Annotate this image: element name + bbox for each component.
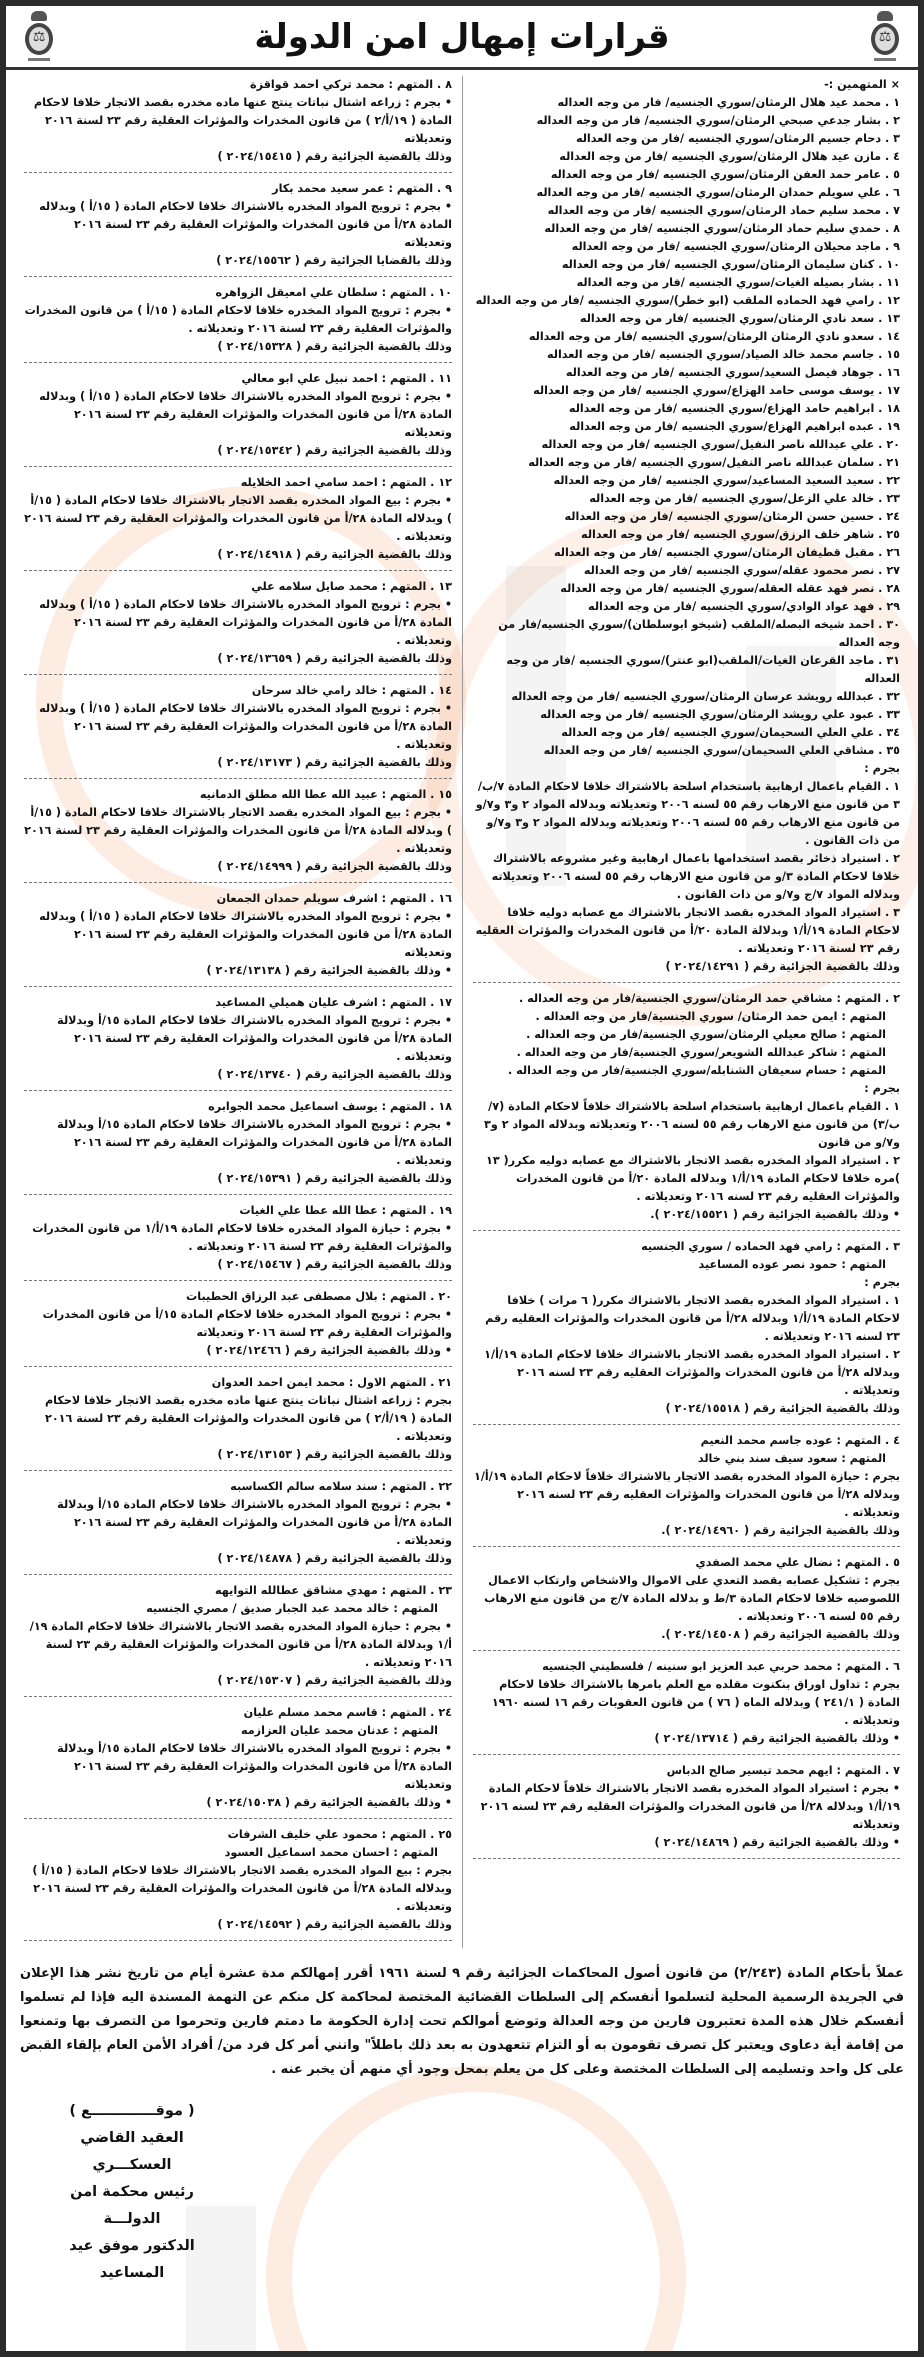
defendant-section	[24, 180, 452, 270]
case-number: وذلك بالقضايا الجزائية رقم ( ٢٠٢٤/١٥٥٦٢ )	[216, 254, 452, 267]
notice-footer	[6, 1948, 918, 2287]
defendant-section	[24, 890, 452, 980]
dashed-divider	[473, 1650, 900, 1651]
dashed-divider	[24, 882, 452, 883]
signature-signed: ( موقـــــــــــــع )	[69, 2103, 195, 2119]
defendant-name: ٢٢ . المتهم : سند سلامه سالم الكساسبه	[230, 1480, 452, 1493]
defendant-name: ٢٥ . المتهم : محمود علي خليف الشرفات	[227, 1828, 452, 1841]
defendant-name: المتهم : شاكر عبدالله الشويعر/سوري الجنسية/فار من وجه العداله .	[516, 1046, 886, 1059]
defendant-name: ١٠ . المتهم : سلطان علي امعيقل الزواهره	[215, 286, 452, 299]
dashed-divider	[24, 1940, 452, 1941]
dashed-divider	[24, 986, 452, 987]
charge-text: • بجرم : بيع المواد المخدره بقصد الاتجار بالاشتراك خلافا لاحكام المادة ( ١٥/أ ) وبدلاله المادة ٢٨/أ من قانون المخدرات والمؤثرات العقلية رقم ٢٣ لسنة ٢٠١٦ وتعديلاته .	[24, 494, 452, 543]
case-number: وذلك بالقضية الجزائية رقم ( ٢٠٢٤/١٣٦٥٩ )	[217, 652, 452, 665]
charge-text: • بجرم : ترويج المواد المخدره خلافا لاحكام المادة ١٥/أ من قانون المخدرات والمؤثرات العقلية رقم ٢٣ لسنة ٢٠١٦ وتعديلاته	[42, 1308, 452, 1339]
defendant-list-item: ٣٣ . عبود علي رويشد الرمثان/سوري الجنسيه /فار من وجه العداله	[540, 708, 900, 721]
defendants-list	[473, 94, 900, 760]
defendant-section	[24, 474, 452, 564]
dashed-divider	[24, 570, 452, 571]
defendant-list-item: ١٧ . يوسف موسى حامد الهزاع/سوري الجنسيه /فار من وجه العداله	[533, 384, 900, 397]
defendant-name: ٩ . المتهم : عمر سعيد محمد بكار	[272, 182, 452, 195]
defendants-intro: × المتهمين :-	[824, 78, 900, 91]
defendant-name: المتهم : ايمن حمد الرمثان/ سوري الجنسية/فار من وجه العداله .	[535, 1010, 886, 1023]
defendant-list-item: ٣ . دحام جسيم الرمثان/سوري الجنسيه /فار من وجه العداله	[575, 132, 900, 145]
defendant-section	[473, 1658, 900, 1748]
defendant-name: ١٦ . المتهم : اشرف سويلم حمدان الجمعان	[216, 892, 452, 905]
charge-text: • بجرم : ترويج المواد المخدره بالاشتراك خلافا لاحكام المادة ( ١٥/أ ) وبدلاله المادة ٢٨/أ من قانون المخدرات والمؤثرات العقلية رقم ٢٣ لسنة ٢٠١٦ وتعديلاته .	[39, 702, 452, 751]
defendant-name: ٢٠ . المتهم : بلال مصطفى عبد الرزاق الحطيبات	[186, 1290, 452, 1303]
defendant-name: ٣ . المتهم : رامي فهد الحماده / سوري الجنسيه	[641, 1240, 900, 1253]
dashed-divider	[24, 362, 452, 363]
charges-label: بجرم :	[864, 1276, 900, 1289]
case-number: وذلك بالقضية الجزائية رقم ( ٢٠٢٤/١٤٨٧٨ )	[217, 1552, 452, 1565]
defendant-section	[24, 1202, 452, 1274]
defendant-section	[473, 1554, 900, 1644]
charges-label: بجرم :	[864, 1082, 900, 1095]
charge-text: ١ . استيراد المواد المخدره بقصد الاتجار بالاشتراك مكرر( ٦ مرات ) خلافا لاحكام المادة ١٩/أ/١ وبدلاله ٢٨/أ من قانون المخدرات والمؤثرات العقليه رقم ٢٣ لسنه ٢٠١٦ وتعديلاته .	[485, 1294, 900, 1343]
defendant-name: ١٤ . المتهم : خالد رامي خالد سرحان	[251, 684, 452, 697]
case-number: وذلك بالقضية الجزائية رقم ( ٢٠٢٤/١٤٩١٨ )	[217, 548, 452, 561]
defendant-list-item: ١٩ . عبده ابراهيم الهزاع/سوري الجنسيه /فار من وجه العداله	[569, 420, 900, 433]
defendant-list-item: ٢٣ . خالد علي الزعل/سوري الجنسيه /فار من وجه العداله	[589, 492, 900, 505]
case-number: وذلك بالقضية الجزائية رقم ( ٢٠٢٤/١٥٣٢٨ )	[217, 340, 452, 353]
charge-text: • بجرم : ترويج المواد المخدره بالاشتراك خلافا لاحكام المادة ( ١٥/أ ) وبدلاله المادة ٢٨/أ من قانون المخدرات والمؤثرات العقلية رقم ٢٣ لسنة ٢٠١٦ وتعديلاته	[39, 200, 452, 249]
page-title: قرارات إمهال امن الدولة	[254, 16, 670, 57]
dashed-divider	[24, 674, 452, 675]
defendant-name: ١٢ . المتهم : احمد سامي احمد الخلايله	[240, 476, 452, 489]
defendant-section	[24, 994, 452, 1084]
defendant-list-item: ١١ . بشار بصيله الغيات/سوري الجنسيه /فار من وجه العداله	[576, 276, 900, 289]
dashed-divider	[24, 778, 452, 779]
signature-name: الدكتور موفق عيد المساعيد	[69, 2238, 195, 2281]
case-number: وذلك بالقضية الجزائية رقم ( ٢٠٢٤/١٣١٧٣ )	[217, 756, 452, 769]
case-number: • وذلك بالقضية الجزائية رقم ( ٢٠٢٤/١٣١٣٨ )	[206, 964, 452, 977]
charge-text: ٢ . استيراد المواد المخدره بقصد الاتجار بالاشتراك مع عصابه دوليه مكرر( ١٣ )مره خلافا لاحكام المادة ١٩/أ/١ وبدلاله المادة ٢٠/أ من قانون المخدرات والمؤثرات العقليه رقم ٢٣ لسنه ٢٠١٦ وتعديلاته .	[485, 1154, 900, 1203]
defendant-list-item: ٢٧ . نصر محمود عقله/سوري الجنسيه /فار من وجه العداله	[583, 564, 900, 577]
defendant-name: ٢٣ . المتهم : مهدي مشاقق عطالله التوايهه	[215, 1584, 452, 1597]
charge-text: ٢ . استيراد ذخائر بقصد استخدامها باعمال ارهابية وغير مشروعه بالاشتراك خلافا لاحكام المادة ٣/و من قانون منع الارهاب رقم ٥٥ لسنه ٢٠٠٦ وتعديلاته وبدلاله المواد ٧/ج و٧/و من ذات القانون .	[491, 852, 900, 901]
court-emblem-icon	[24, 11, 54, 63]
notice-text: عملاً بأحكام المادة (٢/٢٤٣) من قانون أصول المحاكمات الجزائية رقم ٩ لسنة ١٩٦١ أقرر إمهالكم مدة عشرة أيام من تاريخ نشر هذا الإعلان في الجريدة الرسمية المحلية لتسلموا أنفسكم إلى السلطات القضائية المختصة لمحاكمة كل منكم عن التهمة المسندة اليه فإذا لم تسلموا أنفسكم خلال هذه المدة تعتبرون فارين من وجه العدالة وتوضع أموالكم تحت إدارة الحكومة ما دمتم فارين وتحرموا من التصرف بها وتمنعوا من إقامة أية دعاوى ويعتبر كل تصرف تقومون به أو التزام تتعهدون به بعد ذلك باطلاً" وانني أمر كل فرد من/ أفراد الأمن العام بإلقاء القبض على كل واحد وتسليمه إلى السلطات المختصة وعلى كل من يعلم بمحل وجود أي منهم أن يخبر عنه .	[20, 1966, 904, 2077]
charge-text: بجرم : تداول اوراق بنكنوت مقلده مع العلم بامرها بالاشتراك خلافا لاحكام المادة ( ٢٤١/١ ) وبدلاله الماه ( ٧٦ ) من قانون العقوبات رقم ١٦ لسنه ١٩٦٠ وتعديلاته .	[491, 1678, 900, 1727]
charge-text: • بجرم : حيازة المواد المخدره خلافا لاحكام المادة ١٩/أ/١ من قانون المخدرات والمؤثرات العقلية رقم ٢٣ لسنة ٢٠١٦ وتعديلاته .	[32, 1222, 452, 1253]
defendant-name: ٧ . المتهم : ايهم محمد تيسير صالح الدباس	[666, 1764, 900, 1777]
defendant-name: المتهم : سعود سيف سند بني خالد	[697, 1452, 886, 1465]
dashed-divider	[24, 466, 452, 467]
defendant-section	[473, 1238, 900, 1418]
signature-block	[42, 2098, 222, 2287]
case-number: وذلك بالقضية الجزائية رقم ( ٢٠٢٤/١٣١٥٣ )	[217, 1448, 452, 1461]
defendant-list-item: ١ . محمد عيد هلال الرمثان/سوري الجنسيه/ فار من وجه العداله	[557, 96, 900, 109]
defendant-section	[24, 578, 452, 668]
defendant-section	[24, 786, 452, 876]
charge-text: • بجرم : ترويج المواد المخدره بالاشتراك خلافا لاحكام المادة ١٥/أ وبدلالة المادة ٢٨/أ من قانون المخدرات والمؤثرات العقلية رقم ٢٣ لسنة ٢٠١٦ وتعديلاته	[57, 1742, 452, 1791]
defendant-section	[473, 1762, 900, 1852]
page-header	[6, 6, 918, 70]
defendant-list-item: ٢٩ . فهد عواد الوادي/سوري الجنسيه /فار من وجه العداله	[588, 600, 900, 613]
defendant-section	[24, 1826, 452, 1934]
defendant-list-item: ١٢ . رامي فهد الحماده الملقب (ابو خطر)/سوري الجنسيه /فار من وجه العداله	[475, 294, 900, 307]
defendant-name: المتهم : خالد محمد عبد الجبار صديق / مصري الجنسيه	[146, 1602, 438, 1615]
defendant-list-item: ١٨ . ابراهيم حامد الهزاع/سوري الجنسيه /فار من وجه العداله	[568, 402, 900, 415]
dashed-divider	[473, 1858, 900, 1859]
charges-label: بجرم :	[864, 762, 900, 775]
charge-text: ١ . القيام باعمال ارهابية باستخدام اسلحة بالاشتراك خلافاً لاحكام المادة (٧/ب/٣) من قانون منع الارهاب رقم ٥٥ لسنه ٢٠٠٦ وتعديلاته وبدلاله المواد ٢ و٣ و٧/و من قانون	[484, 1100, 900, 1149]
case-number: وذلك بالقضية الجزائية رقم ( ٢٠٢٤/١٥٣٩١ )	[217, 1172, 452, 1185]
defendant-list-item: ٣١ . ماجد القرعان الغيات/الملقب(ابو عنتر)/سوري الجنسيه /فار من وجه العداله	[506, 654, 900, 685]
dashed-divider	[24, 1280, 452, 1281]
defendant-name: ٢١ . المتهم الاول : محمد ايمن احمد العدوان	[211, 1376, 452, 1389]
defendant-list-item: ١٣ . سعد نادي الرمثان/سوري الجنسيه /فار من وجه العداله	[579, 312, 900, 325]
defendant-section	[24, 1582, 452, 1690]
charge-text: بجرم : زراعه اشتال نباتات ينتج عنها ماده مخدره بقصد الاتجار خلافا لاحكام المادة ( ١٩/أ/٢ ) من قانون المخدرات والمؤثرات العقلية رقم ٢٣ لسنة ٢٠١٦ وتعديلاته .	[44, 1394, 452, 1443]
signature-rank: العقيد القاضي العسكـــري	[80, 2130, 184, 2173]
defendant-list-item: ٢٤ . حسين حسن الرمثان/سوري الجنسيه /فار من وجه العداله	[564, 510, 900, 523]
defendant-list-item: ٤ . مازن عيد هلال الرمثان/سوري الجنسيه /فار من وجه العداله	[559, 150, 900, 163]
case-number: وذلك بالقضية الجزائية رقم ( ٢٠٢٤/١٤٥٩٢ )	[217, 1918, 452, 1931]
defendant-list-item: ٢٦ . مقبل قطيفان الرمثان/سوري الجنسيه /فار من وجه العداله	[553, 546, 900, 559]
defendant-list-item: ٢٠ . علي عبدالله ناصر النفيل/سوري الجنسيه /فار من وجه العداله	[541, 438, 900, 451]
defendant-list-item: ٣٤ . علي العلي السحيمان/سوري الجنسيه /فار من وجه العداله	[561, 726, 900, 739]
dashed-divider	[24, 1194, 452, 1195]
defendant-name: ١٥ . المتهم : عبيد الله عطا الله مطلق الدمانيه	[199, 788, 452, 801]
case-number: وذلك بالقضية الجزائية رقم ( ٢٠٢٤/١٥٤٦٧ )	[217, 1258, 452, 1271]
case-number: وذلك بالقضية الجزائية رقم ( ٢٠٢٤/١٤٩٦٠ ).	[661, 1524, 900, 1537]
case-number: وذلك بالقضية الجزائية رقم ( ٢٠٢٤/١٥٥١٨ )	[665, 1402, 900, 1415]
dashed-divider	[473, 1230, 900, 1231]
case-number: • وذلك بالقضية الجزائية رقم ( ٢٠٢٤/١٤٨٦٩ )	[654, 1836, 900, 1849]
defendant-list-item: ١٦ . جوهاد فيصل السعيد/سوري الجنسيه /فار من وجه العداله	[565, 366, 900, 379]
defendant-name: ٨ . المتهم : محمد تركي احمد قواقزة	[250, 78, 452, 91]
defendant-list-item: ١٠ . كنان سليمان الرمثان/سوري الجنسيه /فار من وجه العداله	[561, 258, 900, 271]
dashed-divider	[24, 172, 452, 173]
defendant-section	[24, 76, 452, 166]
defendant-name: ٢٤ . المتهم : قاسم محمد مسلم عليان	[243, 1706, 452, 1719]
charges-list	[473, 778, 900, 958]
dashed-divider	[473, 982, 900, 983]
charge-text: • بجرم : ترويج المواد المخدره خلافا لاحكام المادة ( ١٥/أ ) من قانون المخدرات والمؤثرات العقلية رقم ٢٣ لسنة ٢٠١٦ وتعديلاته .	[24, 304, 452, 335]
charge-text: • بجرم : زراعه اشتال نباتات ينتج عنها ماده مخدره بقصد الاتجار خلافا لاحكام المادة ( ١٩/أ/٢ ) من قانون المخدرات والمؤثرات العقلية رقم ٢٣ لسنة ٢٠١٦ وتعديلاته	[33, 96, 452, 145]
defendant-list-item: ٢٥ . شاهر خلف الرزق/سوري الجنسيه /فار من وجه العداله	[581, 528, 900, 541]
defendant-name: ٢ . المتهم : مشاقي حمد الرمثان/سوري الجنسية/فار من وجه العداله .	[518, 992, 900, 1005]
defendant-list-item: ٢٢ . سعيد السعيد المساعيد/سوري الجنسيه /فار من وجه العداله	[553, 474, 900, 487]
charge-text: • بجرم : استيراد المواد المخدره بقصد الاتجار بالاشتراك خلافاً لاحكام المادة ١٩/أ/١ وبدلاله ٢٨/أ من قانون المخدرات والمؤثرات العقليه رقم ٢٣ لسنه ٢٠١٦ وتعديلاته	[480, 1782, 900, 1831]
defendant-name: المتهم : عدنان محمد عليان العزازمه	[240, 1724, 438, 1737]
dashed-divider	[24, 1090, 452, 1091]
defendant-name: ٦ . المتهم : محمد حربي عبد العزيز ابو سنينه / فلسطيني الجنسيه	[542, 1660, 900, 1673]
defendant-name: ٥ . المتهم : نضال علي محمد الصفدي	[695, 1556, 900, 1569]
defendant-name: المتهم : صالح معيلي الرمثان/سوري الجنسية/فار من وجه العداله .	[526, 1028, 886, 1041]
case-number: • وذلك بالقضية الجزائية رقم ( ٢٠٢٤/١٥٥٢١ ).	[650, 1208, 900, 1221]
charge-text: بجرم : حيازة المواد المخدره بقصد الاتجار بالاشتراك خلافاً لاحكام المادة ١٩/أ/١ وبدلاله ٢٨/أ من قانون المخدرات والمؤثرات العقليه رقم ٢٣ لسنه ٢٠١٦ وتعديلاته .	[473, 1470, 900, 1519]
defendant-section	[24, 1478, 452, 1568]
charge-text: بجرم : تشكيل عصابه بقصد التعدي على الاموال والاشخاص وارتكاب الاعمال اللصوصيه خلافا لاحكام المادة ٣/ط و بدلاله المادة ٧/ج من قانون منع الارهاب رقم ٥٥ لسنه ٢٠٠٦ وتعديلاته .	[484, 1574, 900, 1623]
signature-position: رئيس محكمة امن الدولـــة	[70, 2184, 194, 2227]
defendant-section	[24, 1288, 452, 1360]
defendant-list-item: ٣٢ . عبدالله رويشد عرسان الرمثان/سوري الجنسيه /فار من وجه العداله	[511, 690, 900, 703]
defendant-list-item: ٥ . عامر حمد العفن الرمثان/سوري الجنسيه /فار من وجه العداله	[550, 168, 900, 181]
charge-text: • بجرم : ترويج المواد المخدره بالاشتراك خلافا لاحكام المادة ( ١٥/أ ) وبدلاله المادة ٢٨/أ من قانون المخدرات والمؤثرات العقلية رقم ٢٣ لسنة ٢٠١٦ وتعديلاته	[39, 910, 452, 959]
defendant-list-item: ٦ . علي سويلم حمدان الرمثان/سوري الجنسيه /فار من وجه العداله	[536, 186, 900, 199]
dashed-divider	[24, 1696, 452, 1697]
case-number: وذلك بالقضية الجزائية رقم ( ٢٠٢٤/١٥٤١٥ )	[217, 150, 452, 163]
case-number: • وذلك بالقضية الجزائية رقم ( ٢٠٢٤/١٢٤٦٦ )	[206, 1344, 452, 1357]
defendant-section	[24, 370, 452, 460]
right-sections	[473, 990, 900, 1859]
case-number: وذلك بالقضية الجزائية رقم ( ٢٠٢٤/١٥٣٠٧ )	[217, 1674, 452, 1687]
defendant-section	[24, 1704, 452, 1812]
case-number: وذلك بالقضية الجزائية رقم ( ٢٠٢٤/١٤٢٩١ )	[665, 960, 900, 973]
defendant-list-item: ٢٨ . نصر فهد عقله العقله/سوري الجنسيه /فار من وجه العداله	[560, 582, 900, 595]
content-columns	[6, 70, 918, 1948]
defendant-name: ١٧ . المتهم : اشرف عليان هميلي المساعيد	[215, 996, 452, 1009]
defendant-name: ١١ . المتهم : احمد نبيل علي ابو معالي	[241, 372, 452, 385]
dashed-divider	[473, 1424, 900, 1425]
case-number: • وذلك بالقضية الجزائية رقم ( ٢٠٢٤/١٥٠٣٨ )	[206, 1796, 452, 1809]
charge-text: • بجرم : ترويج المواد المخدره بالاشتراك خلافا لاحكام المادة ١٥/أ وبدلالة المادة ٢٨/أ من قانون المخدرات والمؤثرات العقلية رقم ٢٣ لسنة ٢٠١٦ وتعديلاته .	[57, 1498, 452, 1547]
dashed-divider	[24, 276, 452, 277]
defendant-name: ١٨ . المتهم : يوسف اسماعيل محمد الجوابره	[208, 1100, 452, 1113]
defendant-name: ١٣ . المتهم : محمد صايل سلامه علي	[251, 580, 452, 593]
case-number: وذلك بالقضية الجزائية رقم ( ٢٠٢٤/١٤٩٩٩ )	[217, 860, 452, 873]
dashed-divider	[473, 1546, 900, 1547]
defendant-section	[473, 1432, 900, 1540]
defendant-section	[24, 1098, 452, 1188]
defendant-list-item: ٢١ . سلمان عبدالله ناصر النفيل/سوري الجنسيه /فار من وجه العداله	[528, 456, 900, 469]
defendant-list-item: ٧ . محمد سليم حماد الرمثان/سوري الجنسيه /فار من وجه العداله	[547, 204, 900, 217]
dashed-divider	[24, 1366, 452, 1367]
charge-text: ١ . القيام باعمال ارهابية باستخدام اسلحة بالاشتراك خلافا لاحكام المادة ٧/ب/٣ من قانون منع الارهاب رقم ٥٥ لسنه ٢٠٠٦ وتعديلاته وبدلاله المواد ٢ و٣ و٧/و من قانون منع الارهاب رقم ٥٥ لسنه ٢٠٠٦ وتعديلاته وبدلاله المواد ٢ و٣ و٧/و من ذات القانون .	[475, 780, 900, 847]
defendant-name: المتهم : حسام سعيفان الشنابله/سوري الجنسية/فار من وجه العداله .	[508, 1064, 886, 1077]
left-column	[18, 76, 462, 1948]
defendant-list-item: ٣٥ . مشاقي العلي السحيمان/سوري الجنسيه /فار من وجه العداله	[543, 744, 900, 757]
charge-text: ٢ . استيراد المواد المخدره بقصد الاتجار بالاشتراك خلافا لاحكام المادة ١٩/أ/١ وبدلاله ٢٨/أ من قانون المخدرات والمؤثرات العقليه رقم ٢٣ لسنه ٢٠١٦ وتعديلاته .	[484, 1348, 900, 1397]
charge-text: ٣ . استيراد المواد المخدره بقصد الاتجار بالاشتراك مع عصابه دوليه خلافا لاحكام المادة ١٩/أ/١ وبدلالة المادة ٢٠/أ من قانون المخدرات والمؤثرات العقليه رقم ٢٣ لسنة ٢٠١٦ وتعديلاته .	[475, 906, 900, 955]
charge-text: • بجرم : ترويج المواد المخدره بالاشتراك خلافا لاحكام المادة ١٥/أ وبدلالة المادة ٢٨/أ من قانون المخدرات والمؤثرات العقلية رقم ٢٣ لسنة ٢٠١٦ وتعديلاته .	[57, 1014, 452, 1063]
defendant-list-item: ٣٠ . احمد شيخه البصله/الملقب (شيخو ابوسلطان)/سوري الجنسيه/فار من وجه العداله	[498, 618, 900, 649]
charge-text: • بجرم : ترويج المواد المخدره بالاشتراك خلافا لاحكام المادة ( ١٥/أ ) وبدلاله المادة ٢٨/أ من قانون المخدرات والمؤثرات العقلية رقم ٢٣ لسنة ٢٠١٦ وتعديلاته	[39, 390, 452, 439]
defendant-section	[24, 1374, 452, 1464]
defendant-list-item: ٢ . بشار جدعي صبحي الرمثان/سوري الجنسيه/ فار من وجه العداله	[536, 114, 900, 127]
defendant-section	[473, 990, 900, 1224]
charge-text: بجرم : بيع المواد المخدره بقصد الاتجار بالاشتراك خلافا لاحكام المادة ( ١٥/أ ) وبدلاله المادة ٢٨/أ من قانون المخدرات والمؤثرات العقلية رقم ٢٣ لسنة ٢٠١٦ وتعديلاته .	[32, 1864, 452, 1913]
defendant-section	[24, 284, 452, 356]
case-number: وذلك بالقضية الجزائية رقم ( ٢٠٢٤/١٤٥٠٨ ).	[661, 1628, 900, 1641]
defendant-section	[24, 682, 452, 772]
defendant-list-item: ٨ . حمدي سليم حماد الرمثان/سوري الجنسيه /فار من وجه العداله	[544, 222, 900, 235]
charge-text: • بجرم : ترويج المواد المخدره بالاشتراك خلافا لاحكام المادة ١٥/أ وبدلالة المادة ٢٨/أ من قانون المخدرات والمؤثرات العقلية رقم ٢٣ لسنة ٢٠١٦ وتعديلاته .	[57, 1118, 452, 1167]
dashed-divider	[24, 1574, 452, 1575]
defendant-list-item: ١٥ . جاسم محمد خالد الصياد/سوري الجنسيه /فار من وجه العداله	[546, 348, 900, 361]
case-number: وذلك بالقضية الجزائية رقم ( ٢٠٢٤/١٥٣٤٢ )	[217, 444, 452, 457]
charge-text: • بجرم : ترويج المواد المخدره بالاشتراك خلافا لاحكام المادة ( ١٥/أ ) وبدلاله المادة ٢٨/أ من قانون المخدرات والمؤثرات العقلية رقم ٢٣ لسنة ٢٠١٦ وتعديلاته .	[39, 598, 452, 647]
dashed-divider	[24, 1818, 452, 1819]
dashed-divider	[24, 1470, 452, 1471]
case-number: • وذلك بالقضية الجزائية رقم ( ٢٠٢٤/١٣٧١٤ )	[654, 1732, 900, 1745]
defendant-list-item: ١٤ . سعدو نادي الرمثان الرمثان/سوري الجنسيه /فار من وجه العداله	[528, 330, 900, 343]
dashed-divider	[473, 1754, 900, 1755]
right-column	[462, 76, 906, 1948]
defendant-name: المتهم : حمود نصر عوده المساعيد	[698, 1258, 886, 1271]
charge-text: • بجرم : حيازة المواد المخدره بقصد الاتجار بالاشتراك خلافا لاحكام المادة ١٩/أ/١ وبدلالة المادة ٢٨/أ من قانون المخدرات والمؤثرات العقلية رقم ٢٣ لسنة ٢٠١٦ وتعديلاته .	[29, 1620, 452, 1669]
left-sections	[24, 76, 452, 1941]
defendant-name: ١٩ . المتهم : عطا الله عطا علي الغيات	[239, 1204, 452, 1217]
defendant-name: ٤ . المتهم : عوده جاسم محمد النعيم	[700, 1434, 900, 1447]
defendant-list-item: ٩ . ماجد محيلان الرمثان/سوري الجنسيه /فار من وجه العداله	[571, 240, 900, 253]
charge-text: • بجرم : بيع المواد المخدره بقصد الاتجار بالاشتراك خلافا لاحكام المادة ( ١٥/أ ) وبدلاله المادة ٢٨/أ من قانون المخدرات والمؤثرات العقلية رقم ٢٣ لسنة ٢٠١٦ وتعديلاته .	[24, 806, 452, 855]
case-number: وذلك بالقضية الجزائية رقم ( ٢٠٢٤/١٣٧٤٠ )	[217, 1068, 452, 1081]
court-emblem-icon	[870, 11, 900, 63]
defendant-name: المتهم : احسان محمد اسماعيل العسود	[224, 1846, 438, 1859]
